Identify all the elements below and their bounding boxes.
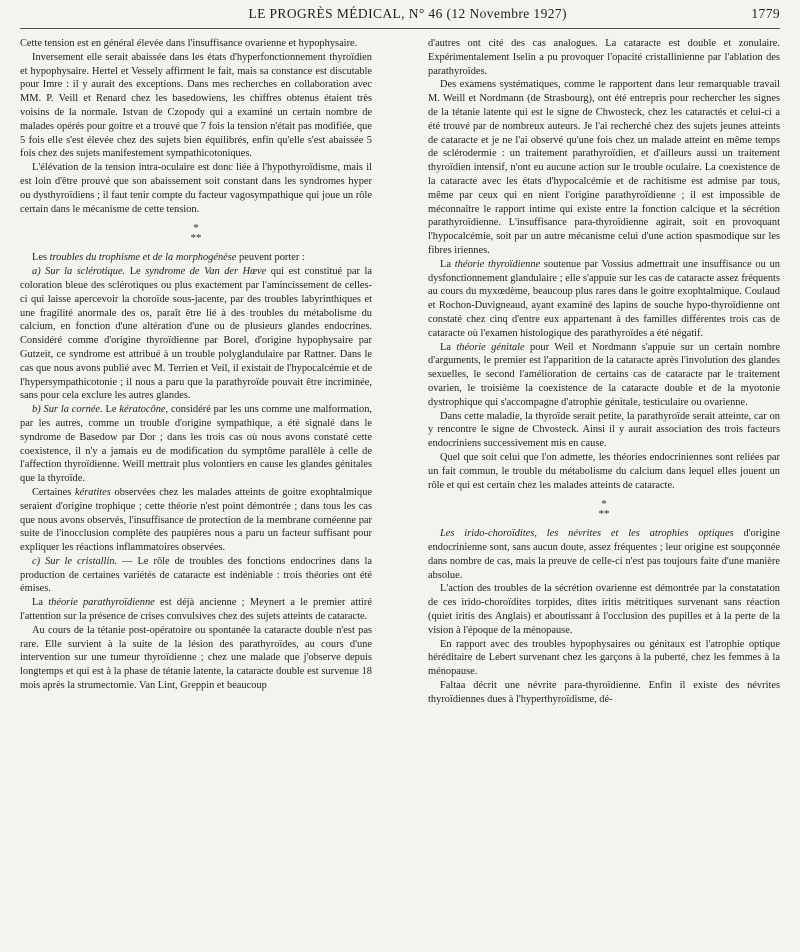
paragraph: Quel que soit celui que l'on admette, les théories endocriniennes sont reliées par un fait commun, le trouble du métabolisme du calcium dans lequel elles jouent un rôle et qui est certain chez les malades atteints de cataracte. [428, 451, 780, 491]
paragraph: d'autres ont cité des cas analogues. La cataracte est double et zonulaire. Expérimentalement Iselin a pu provoquer l'opacité cristallinienne par l'ablation des parathyroïdes. [428, 38, 780, 77]
right-column [428, 37, 780, 946]
running-header [20, 6, 780, 29]
text-columns [20, 37, 780, 946]
paragraph: Certaines kératites observées chez les malades atteints de goitre exophtalmique seraient d'origine trophique ; cette théorie n'est point démontrée ; dans tous les cas que nous avons observés, l'insuffisance de protection de la membrane cornéenne par suite de l'inocclusion complète des paupières nous a paru un facteur suffisant pour expliquer les réactions inflammatoires observées. [20, 486, 372, 554]
paragraph: Les troubles du trophisme et de la morphogénèse peuvent porter : [32, 252, 305, 264]
journal-title: LE PROGRÈS MÉDICAL, N° 46 (12 Novembre 1927) [248, 6, 567, 21]
paragraph: En rapport avec des troubles hypophysaires ou génitaux est l'atrophie optique héréditaire de Lebert survenant chez les garçons à la puberté, chez les femmes à la ménopause. [428, 638, 780, 678]
paragraph: Cette tension est en général élevée dans l'insuffisance ovarienne et hypophysaire. [20, 38, 358, 49]
paragraph: a) Sur la sclérotique. Le syndrome de Van der Hœve qui est constitué par la coloration bleue des sclérotiques ou plus exactement par l'amincissement de celles-ci qui laisse apercevoir la choroïde sous-jacente, par des troubles labyrinthiques et une fragilité anormale des os, paraît être lié à des troubles du métabolisme du calcium, en fonction d'une altération d'une ou de plusieurs glandes endocrines. Considéré comme d'origine thyroïdienne par Borel, d'origine hypophysaire par Gutzeit, ce syndrome est attribué à un trouble polyglandulaire par Rattner. Dans le cas que nous avons publié avec M. Terrien et Veil, il existait de l'hypocalcémie et de l'hypersympathicotonie ; il nous a paru que la parathyroïde pouvait être incriminée, sans pour cela exclure les autres glandes. [20, 266, 372, 402]
paragraph: L'élévation de la tension intra-oculaire est donc liée à l'hypothyroïdisme, mais il est loin d'être prouvé que son abaissement soit constant dans les syndromes hyper ou dysthyroïdiens ; il faut tenir compte du facteur vagosympathique qui joue un rôle certain dans le mécanisme de cette tension. [20, 162, 372, 215]
section-separator: * ** [190, 222, 202, 245]
paragraph: La théorie thyroïdienne soutenue par Vossius admettrait une insuffisance ou un dysfonctionnement glandulaire ; elle s'appuie sur les cas de cataracte assez fréquents au cours du myxœdème, beaucoup plus rares dans le goitre exophtalmique. Coulaud et Rochon-Duvigneaud, ayant examiné des lapins de souche hypo-thyroïdienne ont constaté chez cinq d'entre eux appartenant à des familles différentes trois cas de cataracte où l'examen histologique des parathyroïdes a été négatif. [428, 258, 780, 339]
paragraph: Des examens systématiques, comme le rapportent dans leur remarquable travail M. Weill et Nordmann (de Strasbourg), ont été entrepris pour rechercher les signes de la tétanie latente qui est le signe de Chwosteck, chez les cataractés et celui-ci a été trouvé par de nombreux auteurs. Je l'ai recherché chez des sujets jeunes atteints de cataracte et je ne l'ai observé qu'une fois chez un malade atteint en même temps de sclérodermie : un traitement parathyroïdien, et d'ailleurs aussi un traitement thyroïdien intensif, n'ont eu aucune action sur le trouble oculaire. La coexistence de la cataracte avec les états d'hypocalcémie et de rachitisme est admise par tous, même par ceux qui en nient l'origine parathyroïdienne ; il est impossible de méconnaître le rapport intime qui existe entre la fonction calcique et la sécrétion parathyroïdienne. L'insuffisance para-thyroïdienne agirait, soit en provoquant l'hypocalcémie, soit par un autre mécanisme celui d'une action spasmodique sur les fibres iriennes. [428, 79, 780, 256]
paragraph: Dans cette maladie, la thyroïde serait petite, la parathyroïde serait atteinte, car on y rencontre le signe de Chvosteck. Ainsi il y aurait association des trois facteurs endocriniens successivement mis en cause. [428, 410, 780, 450]
paragraph: La théorie parathyroïdienne est déjà ancienne ; Meynert a le premier attiré l'attention sur la présence de crises convulsives chez des sujets atteints de cataracte. [20, 597, 372, 623]
page-number: 1779 [751, 6, 780, 21]
paragraph: c) Sur le cristallin. — Le rôle de troubles des fonctions endocrines dans la production de certaines variétés de cataracte est indéniable : trois théories ont été émises. [20, 555, 372, 595]
section-separator: * ** [598, 498, 610, 521]
paragraph: Faltaa décrit une névrite para-thyroïdienne. Enfin il existe des névrites thyroïdiennes dues à l'hyperthyroïdisme, dé- [428, 680, 780, 705]
paragraph: b) Sur la cornée. Le kératocône, considéré par les uns comme une malformation, par les autres, comme un trouble d'origine sympathique, a été signalé dans le syndrome de Basedow par Dor ; dans les trois cas où nous avons constaté cette coexistence, il n'y a jamais eu de modification du symptôme parallèle à celle de l'affection thyroïdienne. Weill mettrait plus volontiers en cause les glandes génitales que la thyroïde. [20, 404, 372, 485]
paragraph: La théorie génitale pour Weil et Nordmann s'appuie sur un certain nombre d'arguments, le premier est l'apparition de la cataracte après l'involution des glandes sexuelles, le second l'amélioration de certains cas de cataracte par le traitement ovarien, le troisième la coexistence de la cataracte double et de la myotonie dystrophique qui s'accompagne d'atrophie génitale, testiculaire ou ovarienne. [428, 341, 780, 408]
paragraph: Les irido-choroïdites, les névrites et les atrophies optiques d'origine endocrinienne sont, sans aucun doute, assez fréquentes ; leur origine est soupçonnée dans nombre de cas, mais la preuve de celle-ci n'est pas toujours faite d'une manière absolue. [428, 528, 780, 581]
paragraph: Au cours de la tétanie post-opératoire ou spontanée la cataracte double n'est pas rare. Elle survient à la suite de la lésion des parathyroïdes, au cours d'une intervention sur une tumeur thyroïdienne ; chez une malade que j'observe depuis longtemps et qui est à la phase de tétanie latente, la cataracte double est survenue 18 mois après la strumectomie. Van Lint, Greppin et beaucoup [20, 624, 372, 692]
paragraph: L'action des troubles de la sécrétion ovarienne est démontrée par la constatation de ces irido-choroïdites torpides, dites iritis métritiques survenant sans réaction (quiet iritis des Anglais) et aboutissant à l'occlusion des pupilles et à la perte de la vision à l'époque de la ménopause. [428, 583, 780, 636]
left-column [20, 37, 372, 946]
paragraph: Inversement elle serait abaissée dans les états d'hyperfonctionnement thyroïdien et hypophysaire. Hertel et Vessely affirment le fait, mais sa constance est discutable pour Imre : il y aurait des exceptions. Dans mes recherches en collaboration avec MM. P. Veill et Renard chez les basedowiens, les chiffres obtenus étaient très voisins de la normale. Istvan de Czopody qui a examiné un certain nombre de malades opérés pour goitre et a trouvé que 7 fois la tension n'était pas modifiée, que 5 fois elle s'est élevée chez des sujets bien équilibrés, enfin qu'elle s'est abaissée 5 fois chez des sujets manifestement sympathicotoniques. [20, 51, 372, 160]
